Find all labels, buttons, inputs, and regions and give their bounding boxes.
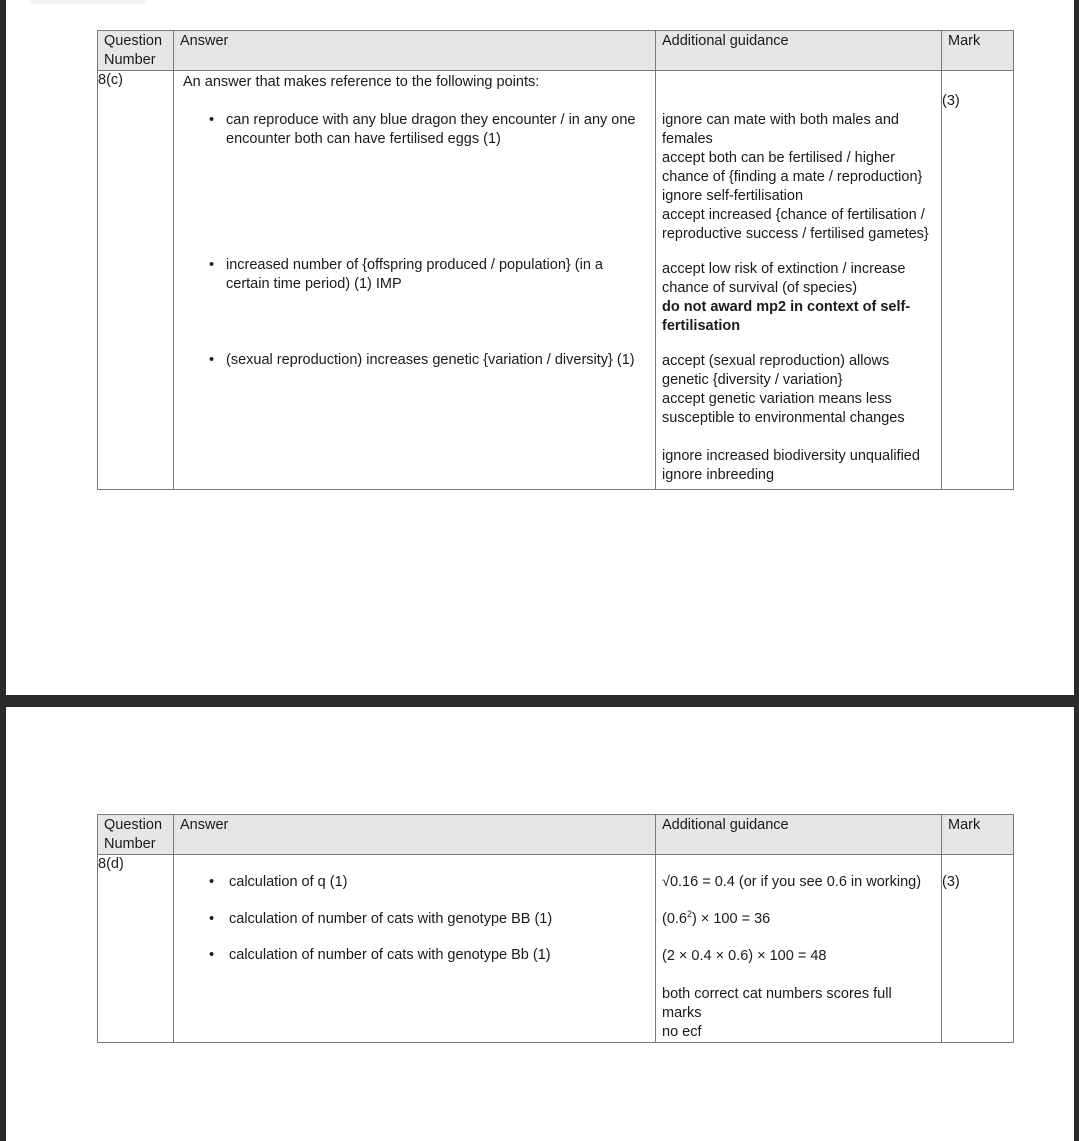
answer-point-1: • calculation of q (1): [174, 873, 655, 892]
mark-scheme-table-8d: [97, 814, 1014, 1043]
question-number-8d: 8(d): [98, 855, 174, 1043]
header-question-number: Question Number: [98, 815, 174, 855]
mark-scheme-page-bottom: [6, 707, 1074, 1141]
guidance-line: accept both can be fertilised / higher chance of {finding a mate / reproduction}: [662, 150, 923, 185]
guidance-cell-8c: [656, 71, 942, 490]
guidance-line: accept (sexual reproduction) allows genetic {diversity / variation}: [662, 353, 890, 388]
page-tab: [28, 0, 148, 4]
header-additional-guidance: Additional guidance: [656, 31, 942, 71]
mark-cell-8d: [942, 855, 1014, 1043]
mark-cell-8c: [942, 71, 1014, 490]
answer-cell-8d: [174, 855, 656, 1043]
mark-value-8d: (3): [942, 874, 960, 890]
guidance-line: no ecf: [662, 1024, 702, 1040]
answer-point-2: • increased number of {offspring produced / population} (in a certain time period) (1) IMP: [174, 256, 655, 294]
header-question-number: Question Number: [98, 31, 174, 71]
table-header-row: [98, 815, 1014, 855]
guidance-line: √0.16 = 0.4 (or if you see 0.6 in working): [662, 874, 922, 890]
superscript: 2: [687, 909, 693, 920]
guidance-block-3: [656, 352, 941, 428]
answer-point-3: • (sexual reproduction) increases genetic {variation / diversity} (1): [174, 351, 655, 370]
mark-value-8c: (3): [942, 93, 960, 109]
guidance-line: accept increased {chance of fertilisation / reproductive success / fertilised gametes}: [662, 207, 929, 242]
guidance-line: ignore increased biodiversity unqualified: [662, 448, 920, 464]
header-mark: Mark: [942, 815, 1014, 855]
guidance-block-4: [656, 447, 941, 485]
answer-point-2: • calculation of number of cats with genotype BB (1): [174, 910, 655, 929]
guidance-line: accept low risk of extinction / increase chance of survival (of species): [662, 261, 906, 296]
guidance-text: (0.6: [662, 911, 687, 927]
header-mark: Mark: [942, 31, 1014, 71]
header-additional-guidance: Additional guidance: [656, 815, 942, 855]
answer-point-3: • calculation of number of cats with genotype Bb (1): [174, 946, 655, 965]
table-row-8c: [98, 71, 1014, 490]
header-answer: Answer: [174, 815, 656, 855]
answer-intro: An answer that makes reference to the following points:: [183, 74, 540, 90]
answer-cell-8c: [174, 71, 656, 490]
table-header-row: [98, 31, 1014, 71]
guidance-cell-8d: [656, 855, 942, 1043]
guidance-line: ignore inbreeding: [662, 467, 775, 483]
answer-point-1: • can reproduce with any blue dragon they encounter / in any one encounter both can have fertilised eggs (1): [174, 111, 655, 149]
guidance-line: ignore self-fertilisation: [662, 188, 804, 204]
guidance-line: accept genetic variation means less susceptible to environmental changes: [662, 391, 905, 426]
guidance-line: [656, 910, 941, 929]
table-row-8d: [98, 855, 1014, 1043]
mark-scheme-table-8c: [97, 30, 1014, 490]
mark-scheme-page-top: [6, 0, 1074, 695]
guidance-line: ignore can mate with both males and females: [662, 112, 899, 147]
guidance-line-bold: do not award mp2 in context of self-fertilisation: [662, 299, 911, 334]
guidance-line: both correct cat numbers scores full marks: [662, 986, 892, 1021]
header-answer: Answer: [174, 31, 656, 71]
guidance-text: ) × 100 = 36: [692, 911, 771, 927]
guidance-block-2: [656, 260, 941, 336]
guidance-line: (2 × 0.4 × 0.6) × 100 = 48: [662, 948, 827, 964]
guidance-block-1: [656, 111, 941, 244]
question-number-8c: 8(c): [98, 71, 174, 490]
